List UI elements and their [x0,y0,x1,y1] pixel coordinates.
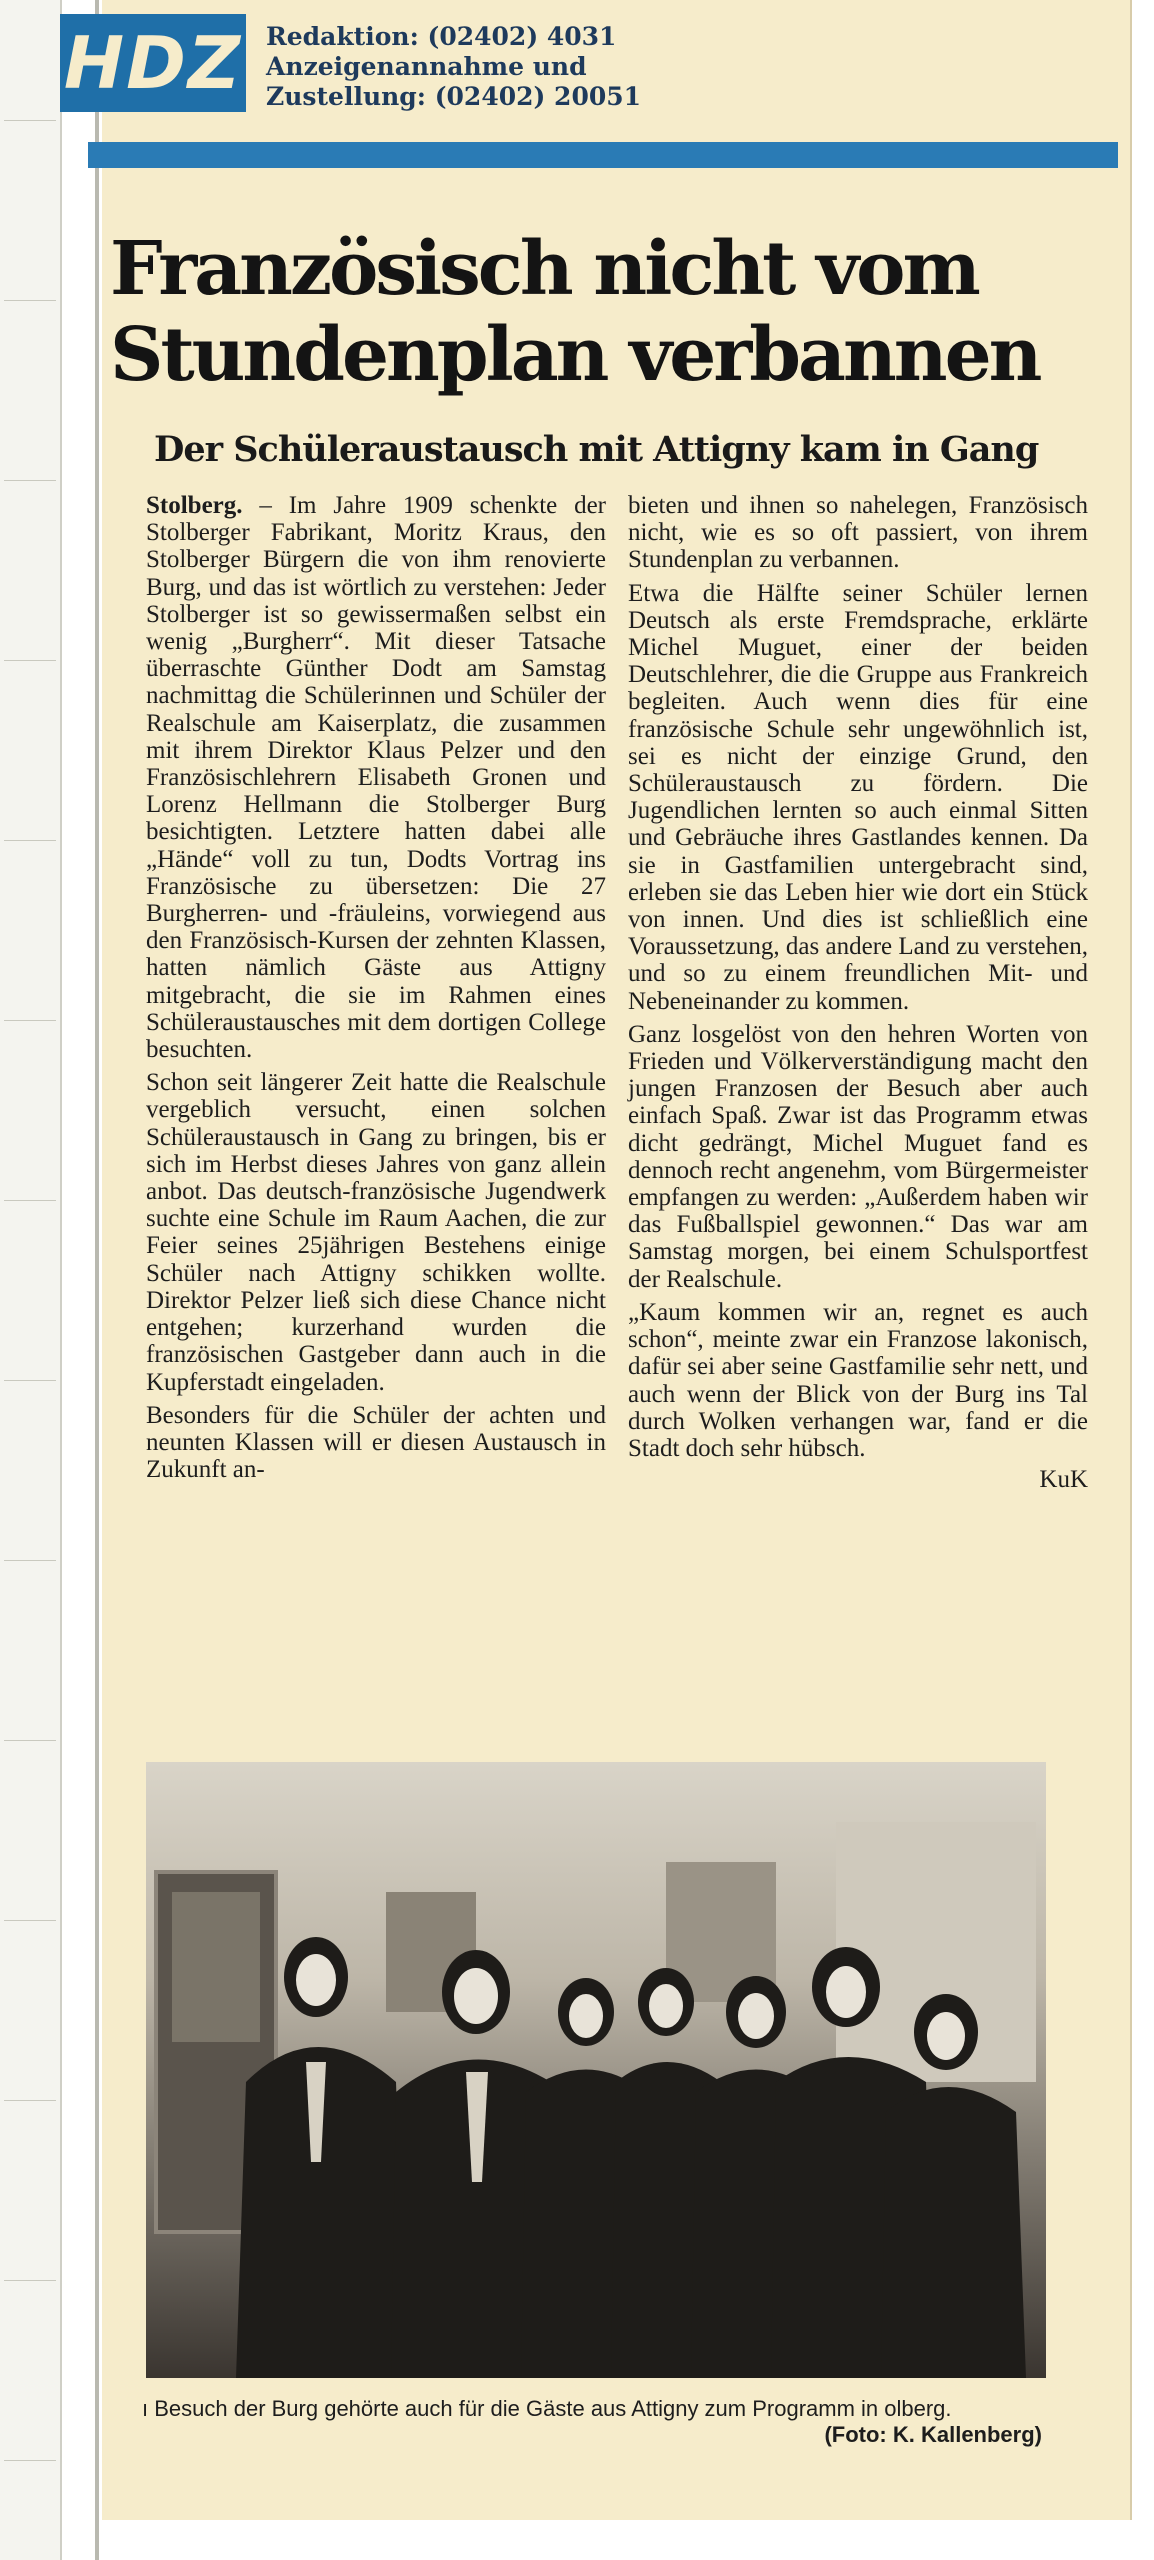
paragraph: Schon seit längerer Zeit hatte die Realschule vergeblich versucht, einen solchen Schüleraustausch in Gang zu bringen, bis er sich im Herbst dieses Jahres von ganz allein anbot. Das deutsch-französische Jugendwerk suchte eine Schule im Raum Aachen, die zur Feier seines 25jährigen Bestehens einige Schüler nach Attigny schikken wollte. Direktor Pelzer ließ sich diese Chance nicht entgehen; kurzerhand wurden die französischen Gastgeber dann auch in die Kupferstadt eingeladen. [146,1069,606,1396]
article-headline [110,226,1110,398]
article-column-left [146,492,606,1489]
logo-text: HDZ [63,21,243,105]
author-initials: KuK [1039,1466,1088,1494]
article-photo [146,1762,1046,2378]
paragraph-text: – Im Jahre 1909 schenkte der Stolberger Fabrikant, Moritz Kraus, den Stolberger Bürgern die von ihm renovierte Burg, und das ist wörtlich zu verstehen: Jeder Stolberger ist so gewissermaßen selbst ein wenig „Burgherr“. Mit dieser Tatsache überraschte Günther Dodt am Samstag nachmittag die Schülerinnen und Schüler der Realschule am Kaiserplatz, die zusammen mit ihrem Direktor Klaus Pelzer und den Französischlehrern Elisabeth Gronen und Lorenz Hellmann die Stolberger Burg besichtigten. Letztere hatten dabei alle „Hände“ voll zu tun, Dodts Vortrag ins Französische zu übersetzen: Die 27 Burgherren- und -fräuleins, vorwiegend aus den Französisch-Kursen der zehnten Klassen, hatten nämlich Gäste aus Attigny mitgebracht, die sie im Rahmen eines Schüleraustausches mit dem dortigen College besuchten. [146,492,606,1064]
paragraph: „Kaum kommen wir an, regnet es auch schon“, meinte zwar ein Franzose lakonisch, dafür sei aber seine Gastfamilie sehr nett, und auch wenn der Blick von der Burg ins Tal durch Wolken verhangen war, fand er die Stadt doch sehr hübsch. [628,1298,1088,1462]
article-column-right [628,492,1088,1499]
contact-info [266,22,866,112]
photo-caption [142,2396,1042,2448]
group-photo-illustration [146,1762,1046,2378]
dateline: Stolberg. [146,492,243,519]
binder-edge [95,0,99,2560]
headline-line-1: Französisch nicht vom [110,226,978,312]
paragraph: Besonders für die Schüler der achten und neunten Klassen will er diesen Austausch in Zukunft an- [146,1401,606,1484]
contact-line-ads: Anzeigenannahme und [266,52,587,81]
photo-credit: (Foto: K. Kallenberg) [824,2422,1042,2447]
header-rule-bar [88,142,1118,168]
contact-line-editorial: Redaktion: (02402) 4031 [266,22,617,51]
paragraph: Etwa die Hälfte seiner Schüler lernen Deutsch als erste Fremdsprache, erklärte Michel Muguet, einer der beiden Deutschlehrer, die die Gruppe aus Frankreich begleiten. Auch wenn dies für eine französische Schule sehr ungewöhnlich ist, sei es nicht der einzige Grund, den Schüleraustausch zu fördern. Die Jugendlichen lernten so auch einmal Sitten und Gebräuche ihres Gastlandes kennen. Da sie in Gastfamilien untergebracht sind, erleben sie das Leben hier wie dort ein Stück von innen. Und dies ist schließlich eine Voraussetzung, das andere Land zu verstehen, und so zu einem freundlichen Mit- und Nebeneinander zu kommen. [628,579,1088,1015]
headline-line-2: Stundenplan verbannen [110,312,1040,398]
paragraph: bieten und ihnen so nahelegen, Französisch nicht, wie es so oft passiert, von ihrem Stundenplan zu verbannen. [628,492,1088,574]
paragraph [146,492,606,1063]
article-subheadline: Der Schüleraustausch mit Attigny kam in Gang [154,429,1039,470]
caption-text: ı Besuch der Burg gehörte auch für die Gäste aus Attigny zum Programm in olberg. [142,2396,952,2421]
contact-line-delivery: Zustellung: (02402) 20051 [266,82,642,111]
newspaper-logo [60,14,246,112]
paragraph: Ganz losgelöst von den hehren Worten von Frieden und Völkerverständigung macht den jungen Franzosen der Besuch aber auch einfach Spaß. Zwar ist das Programm etwas dicht gedrängt, Michel Muguet fand es dennoch recht angenehm, vom Bürgermeister empfangen zu werden: „Außerdem haben wir das Fußballspiel gewonnen.“ Das war am Samstag morgen, bei einem Schulsportfest der Realschule. [628,1020,1088,1293]
notebook-margin [0,0,62,2560]
